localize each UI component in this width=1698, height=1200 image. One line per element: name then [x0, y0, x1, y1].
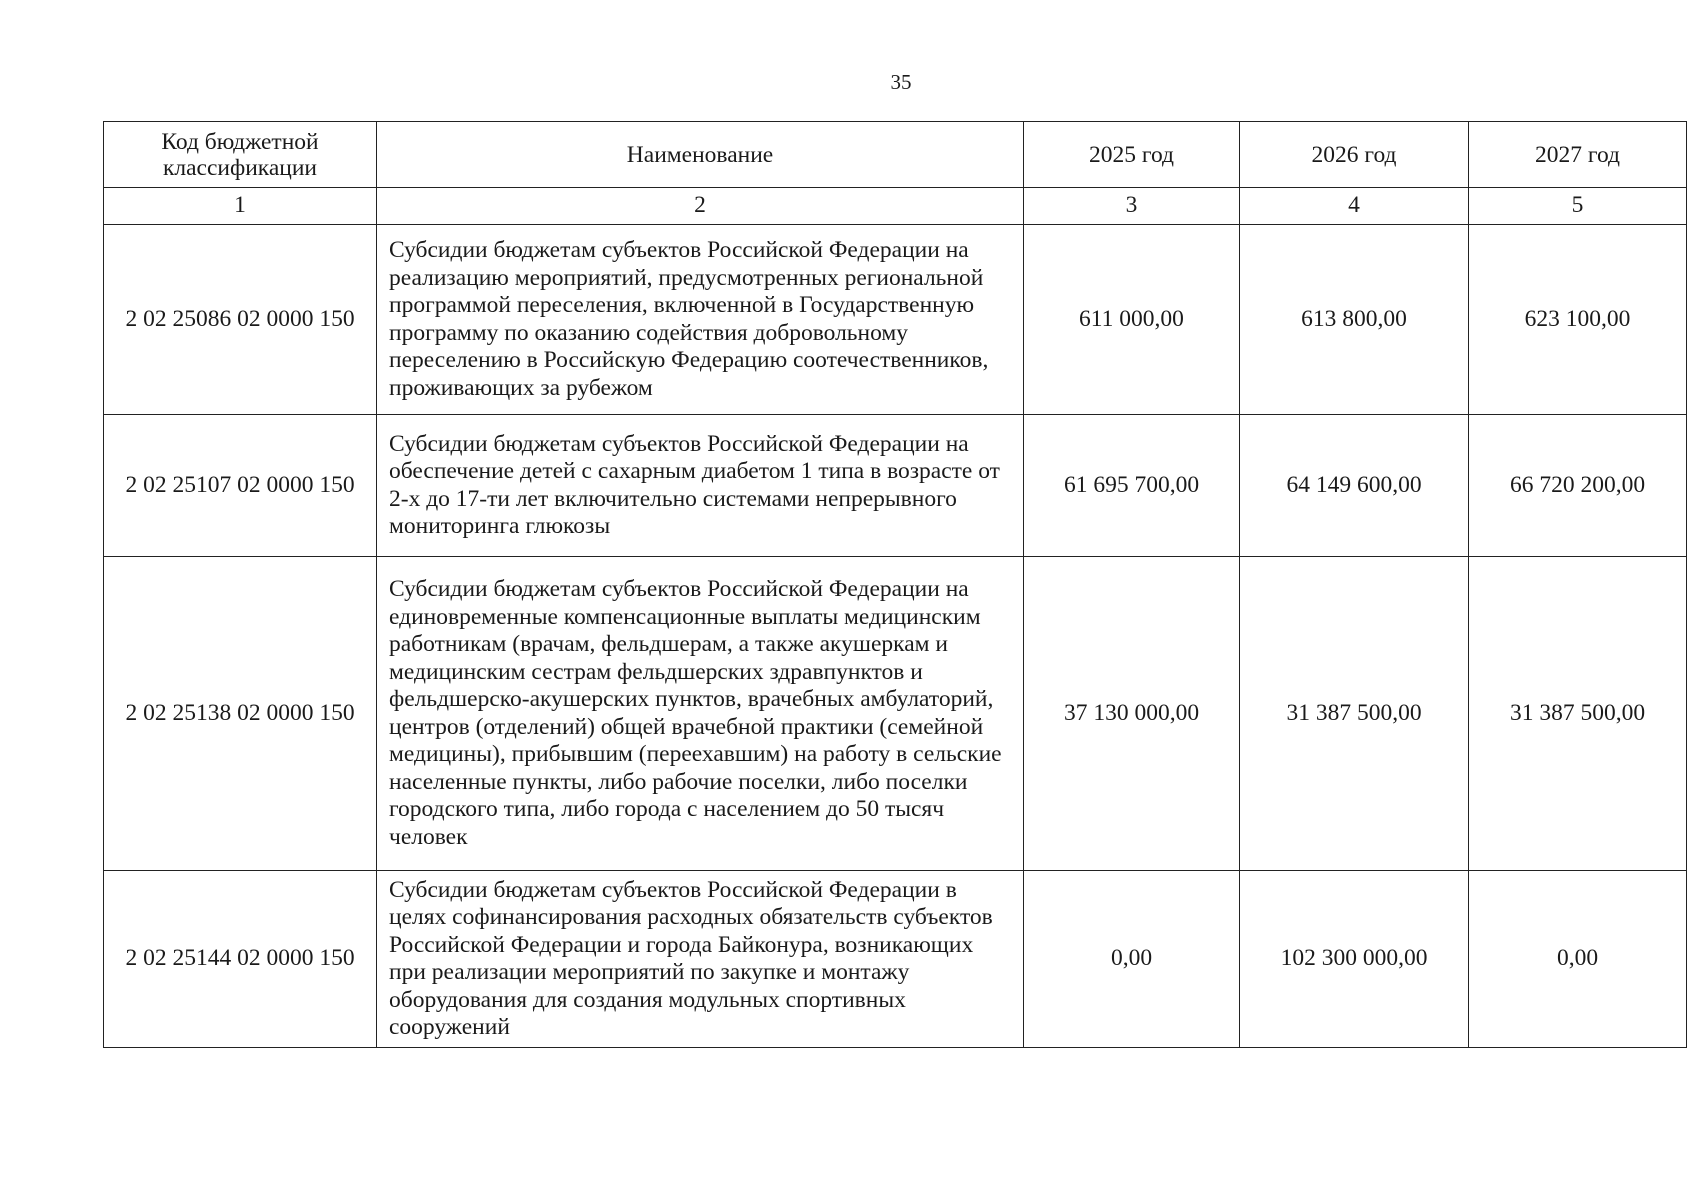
column-number: 4: [1240, 188, 1469, 225]
header-code: Код бюджетной классификации: [104, 122, 377, 188]
name-cell: Субсидии бюджетам субъектов Российской Федерации на обеспечение детей с сахарным диабетом 1 типа в возрасте от 2-х до 17-ти лет включительно системами непрерывного мониторинга глюкозы: [377, 415, 1024, 557]
header-2026: 2026 год: [1240, 122, 1469, 188]
amount-2025-cell: 37 130 000,00: [1024, 557, 1240, 871]
name-cell: Субсидии бюджетам субъектов Российской Федерации на реализацию мероприятий, предусмотренных региональной программой переселения, включенной в Государственную программу по оказанию содействия добровольному переселению в Российскую Федерацию соотечественников, проживающих за рубежом: [377, 225, 1024, 415]
budget-table: [103, 121, 1687, 1048]
budget-code-cell: 2 02 25138 02 0000 150: [104, 557, 377, 871]
amount-2026-cell: 613 800,00: [1240, 225, 1469, 415]
header-name: Наименование: [377, 122, 1024, 188]
amount-2027-cell: 623 100,00: [1469, 225, 1687, 415]
budget-code-cell: 2 02 25086 02 0000 150: [104, 225, 377, 415]
amount-2027-cell: 31 387 500,00: [1469, 557, 1687, 871]
column-number: 1: [104, 188, 377, 225]
amount-2026-cell: 64 149 600,00: [1240, 415, 1469, 557]
amount-2025-cell: 0,00: [1024, 871, 1240, 1048]
name-cell: Субсидии бюджетам субъектов Российской Федерации на единовременные компенсационные выплаты медицинским работникам (врачам, фельдшерам, а также акушеркам и медицинским сестрам фельдшерских здравпунктов и фельдшерско-акушерских пунктов, врачебных амбулаторий, центров (отделений) общей врачебной практики (семейной медицины), прибывшим (переехавшим) на работу в сельские населенные пункты, либо рабочие поселки, либо поселки городского типа, либо города с населением до 50 тысяч человек: [377, 557, 1024, 871]
table-row: [104, 415, 1687, 557]
table-row: [104, 225, 1687, 415]
amount-2027-cell: 66 720 200,00: [1469, 415, 1687, 557]
column-number: 3: [1024, 188, 1240, 225]
column-number-row: [104, 188, 1687, 225]
header-2025: 2025 год: [1024, 122, 1240, 188]
column-number: 2: [377, 188, 1024, 225]
amount-2025-cell: 611 000,00: [1024, 225, 1240, 415]
table-row: [104, 557, 1687, 871]
column-number: 5: [1469, 188, 1687, 225]
table-row: [104, 871, 1687, 1048]
name-cell: Субсидии бюджетам субъектов Российской Федерации в целях софинансирования расходных обязательств субъектов Российской Федерации и города Байконура, возникающих при реализации мероприятий по закупке и монтажу оборудования для создания модульных спортивных сооружений: [377, 871, 1024, 1048]
amount-2026-cell: 102 300 000,00: [1240, 871, 1469, 1048]
page-number: 35: [890, 70, 912, 94]
budget-code-cell: 2 02 25144 02 0000 150: [104, 871, 377, 1048]
amount-2027-cell: 0,00: [1469, 871, 1687, 1048]
amount-2025-cell: 61 695 700,00: [1024, 415, 1240, 557]
amount-2026-cell: 31 387 500,00: [1240, 557, 1469, 871]
header-2027: 2027 год: [1469, 122, 1687, 188]
table-header-row: [104, 122, 1687, 188]
budget-code-cell: 2 02 25107 02 0000 150: [104, 415, 377, 557]
